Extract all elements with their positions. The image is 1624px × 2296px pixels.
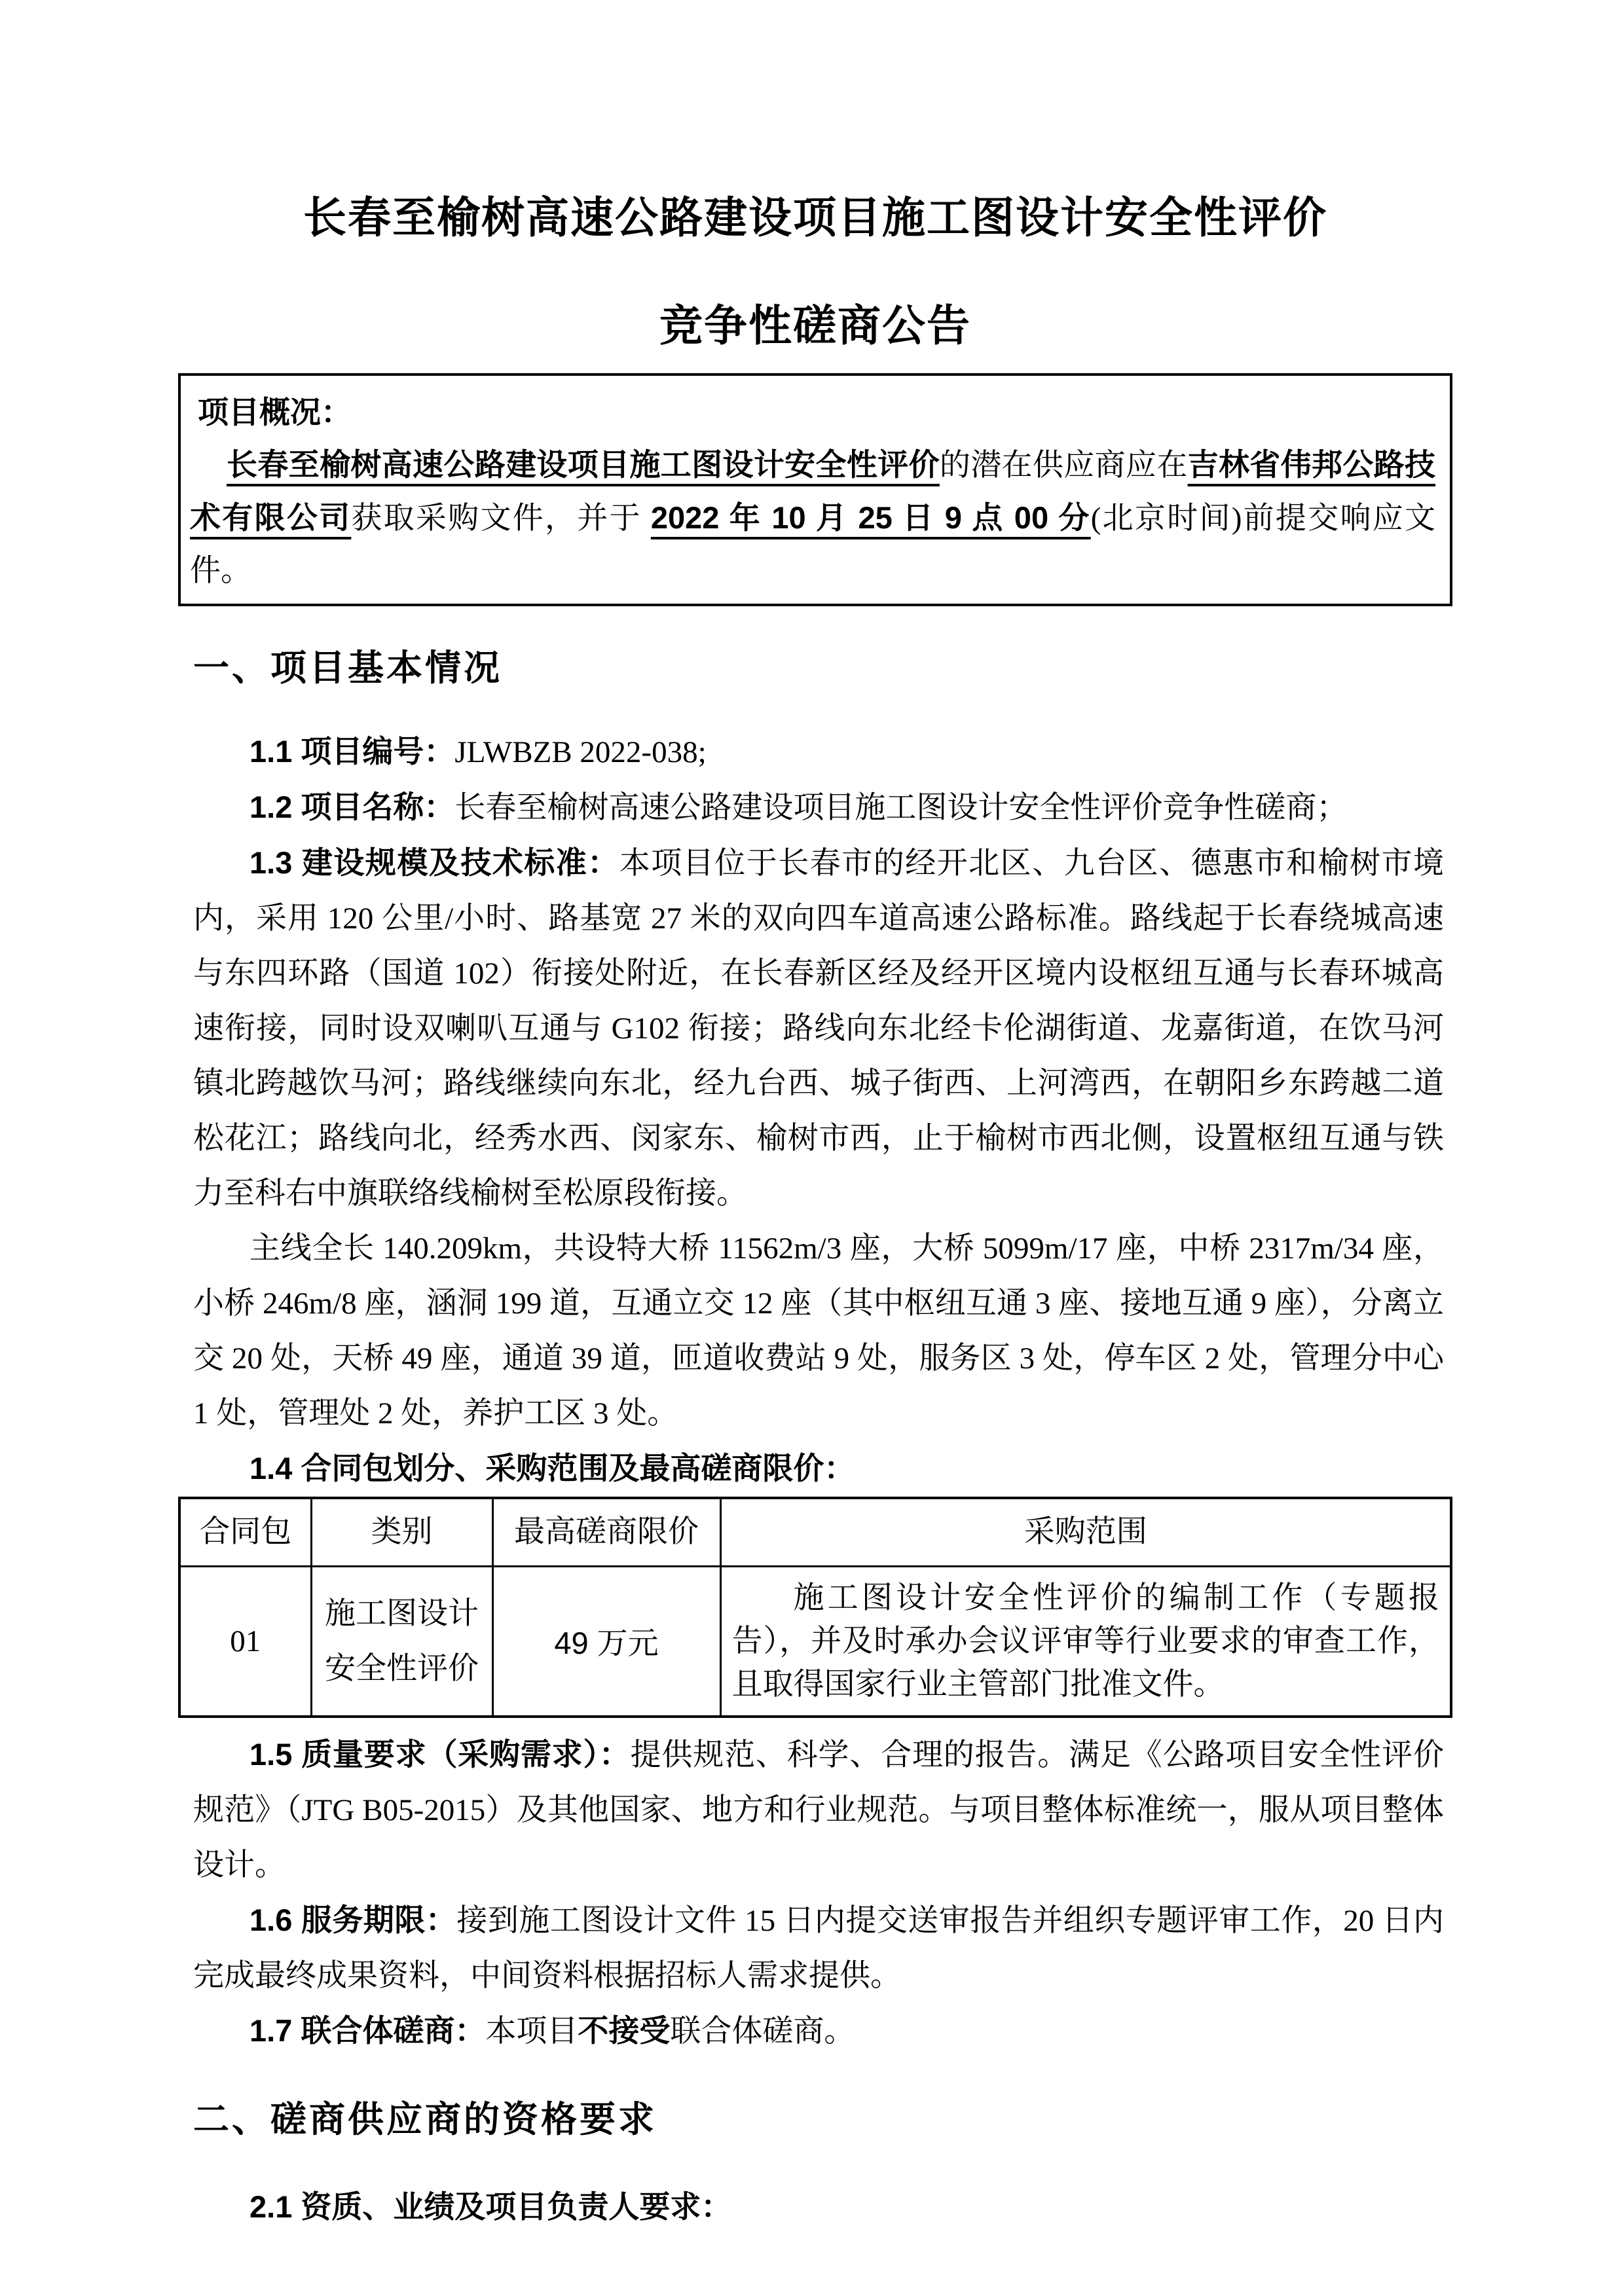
page-title-line1: 长春至榆树高速公路建设项目施工图设计安全性评价	[303, 193, 1327, 242]
page-title-line2: 竞争性磋商公告	[659, 301, 971, 350]
cell-category: 施工图设计安全性评价	[311, 1566, 492, 1717]
section-1-heading: 一、项目基本情况	[193, 647, 503, 688]
item-1-6	[193, 1893, 1444, 2003]
item-1-3-value: 本项目位于长春市的经开北区、九台区、德惠市和榆树市境内，采用 120 公里/小时、路基宽 27 米的双向四车道高速公路标准。路线起于长春绕城高速与东四环路（国道 102）衔接处附近，在长春新区经及经开区境内设枢纽互通与长春环城高速衔接，同时设双喇叭互通与 G102 衔接；路线向东北经卡伦湖街道、龙嘉街道，在饮马河镇北跨越饮马河；路线继续向东北，经九台西、城子街西、上河湾西，在朝阳乡东跨越二道松花江；路线向北，经秀水西、闵家东、榆树市西，止于榆树市西北侧，设置枢纽互通与铁力至科右中旗联络线榆树至松原段衔接。	[193, 847, 1444, 1211]
item-1-7-label: 1.7 联合体磋商：	[249, 2013, 486, 2048]
overview-deadline: 2022 年 10 月 25 日 9 点 00 分	[650, 500, 1091, 535]
item-1-3	[193, 835, 1444, 1221]
item-2-1-label: 2.1 资质、业绩及项目负责人要求：	[249, 2189, 732, 2224]
overview-paragraph	[190, 439, 1435, 597]
item-1-2-value: 长春至榆树高速公路建设项目施工图设计安全性评价竞争性磋商；	[454, 791, 1348, 825]
item-1-5	[193, 1727, 1444, 1893]
cell-procurement-scope: 施工图设计安全性评价的编制工作（专题报告），并及时承办会议评审等行业要求的审查工作，且取得国家行业主管部门批准文件。	[720, 1566, 1451, 1717]
item-1-1-label: 1.1 项目编号：	[249, 734, 455, 769]
overview-tail: (北京时间)前提交响应文件。	[190, 501, 1435, 588]
mainline-stats-paragraph: 主线全长 140.209km，共设特大桥 11562m/3 座，大桥 5099m/17 座，中桥 2317m/34 座，小桥 246m/8 座，涵洞 199 道，互通立交 12 座（其中枢纽互通 3 座、接地互通 9 座），分离立交 20 处，天桥 49 座，通道 39 道，匝道收费站 9 处，服务区 3 处，停车区 2 处，管理分中心 1 处，管理处 2 处，养护工区 3 处。	[193, 1231, 1444, 1430]
item-1-6-label: 1.6 服务期限：	[249, 1902, 457, 1937]
item-1-4-label: 1.4 合同包划分、采购范围及最高磋商限价：	[249, 1451, 855, 1485]
item-1-7-pre: 本项目	[485, 2014, 578, 2049]
lots-table	[178, 1497, 1452, 1718]
col-header-category: 类别	[311, 1498, 492, 1566]
item-1-6-value: 接到施工图设计文件 15 日内提交送审报告并组织专题评审工作，20 日内完成最终成果资料，中间资料根据招标人需求提供。	[193, 1903, 1444, 1993]
cell-package-number: 01	[179, 1566, 311, 1717]
item-1-2	[193, 780, 1444, 835]
item-2-1	[193, 2179, 1444, 2235]
overview-project-name: 长春至榆树高速公路建设项目施工图设计安全性评价	[227, 447, 940, 482]
overview-mid2: 获取采购文件，并于	[351, 501, 651, 536]
overview-agency-name: 吉林省伟邦公路技术有限公司	[190, 447, 1436, 535]
item-1-1-value: JLWBZB 2022-038;	[454, 735, 707, 769]
col-header-scope: 采购范围	[720, 1498, 1451, 1566]
item-1-5-value: 提供规范、科学、合理的报告。满足《公路项目安全性评价规范》（JTG B05-2015）及其他国家、地方和行业规范。与项目整体标准统一，服从项目整体设计。	[193, 1738, 1444, 1882]
item-1-4	[193, 1441, 1444, 1497]
col-header-price-limit: 最高磋商限价	[492, 1498, 720, 1566]
table-row	[179, 1566, 1451, 1717]
lots-table-header-row	[179, 1498, 1451, 1566]
overview-mid1: 的潜在供应商应在	[939, 448, 1188, 483]
section-2-heading: 二、磋商供应商的资格要求	[193, 2098, 657, 2140]
overview-heading: 项目概况：	[198, 395, 352, 429]
item-1-7-post: 联合体磋商。	[670, 2014, 855, 2049]
cell-price-limit: 49 万元	[492, 1566, 720, 1717]
col-header-package: 合同包	[179, 1498, 311, 1566]
item-1-5-label: 1.5 质量要求（采购需求）：	[249, 1736, 631, 1772]
item-1-1	[193, 724, 1444, 780]
item-1-2-label: 1.2 项目名称：	[249, 790, 455, 824]
project-overview-box	[178, 373, 1452, 606]
page-title	[178, 0, 1452, 380]
item-1-3-label: 1.3 建设规模及技术标准：	[249, 845, 619, 880]
item-1-7	[193, 2003, 1444, 2059]
item-1-7-not-accepted: 不接受	[578, 2013, 671, 2048]
